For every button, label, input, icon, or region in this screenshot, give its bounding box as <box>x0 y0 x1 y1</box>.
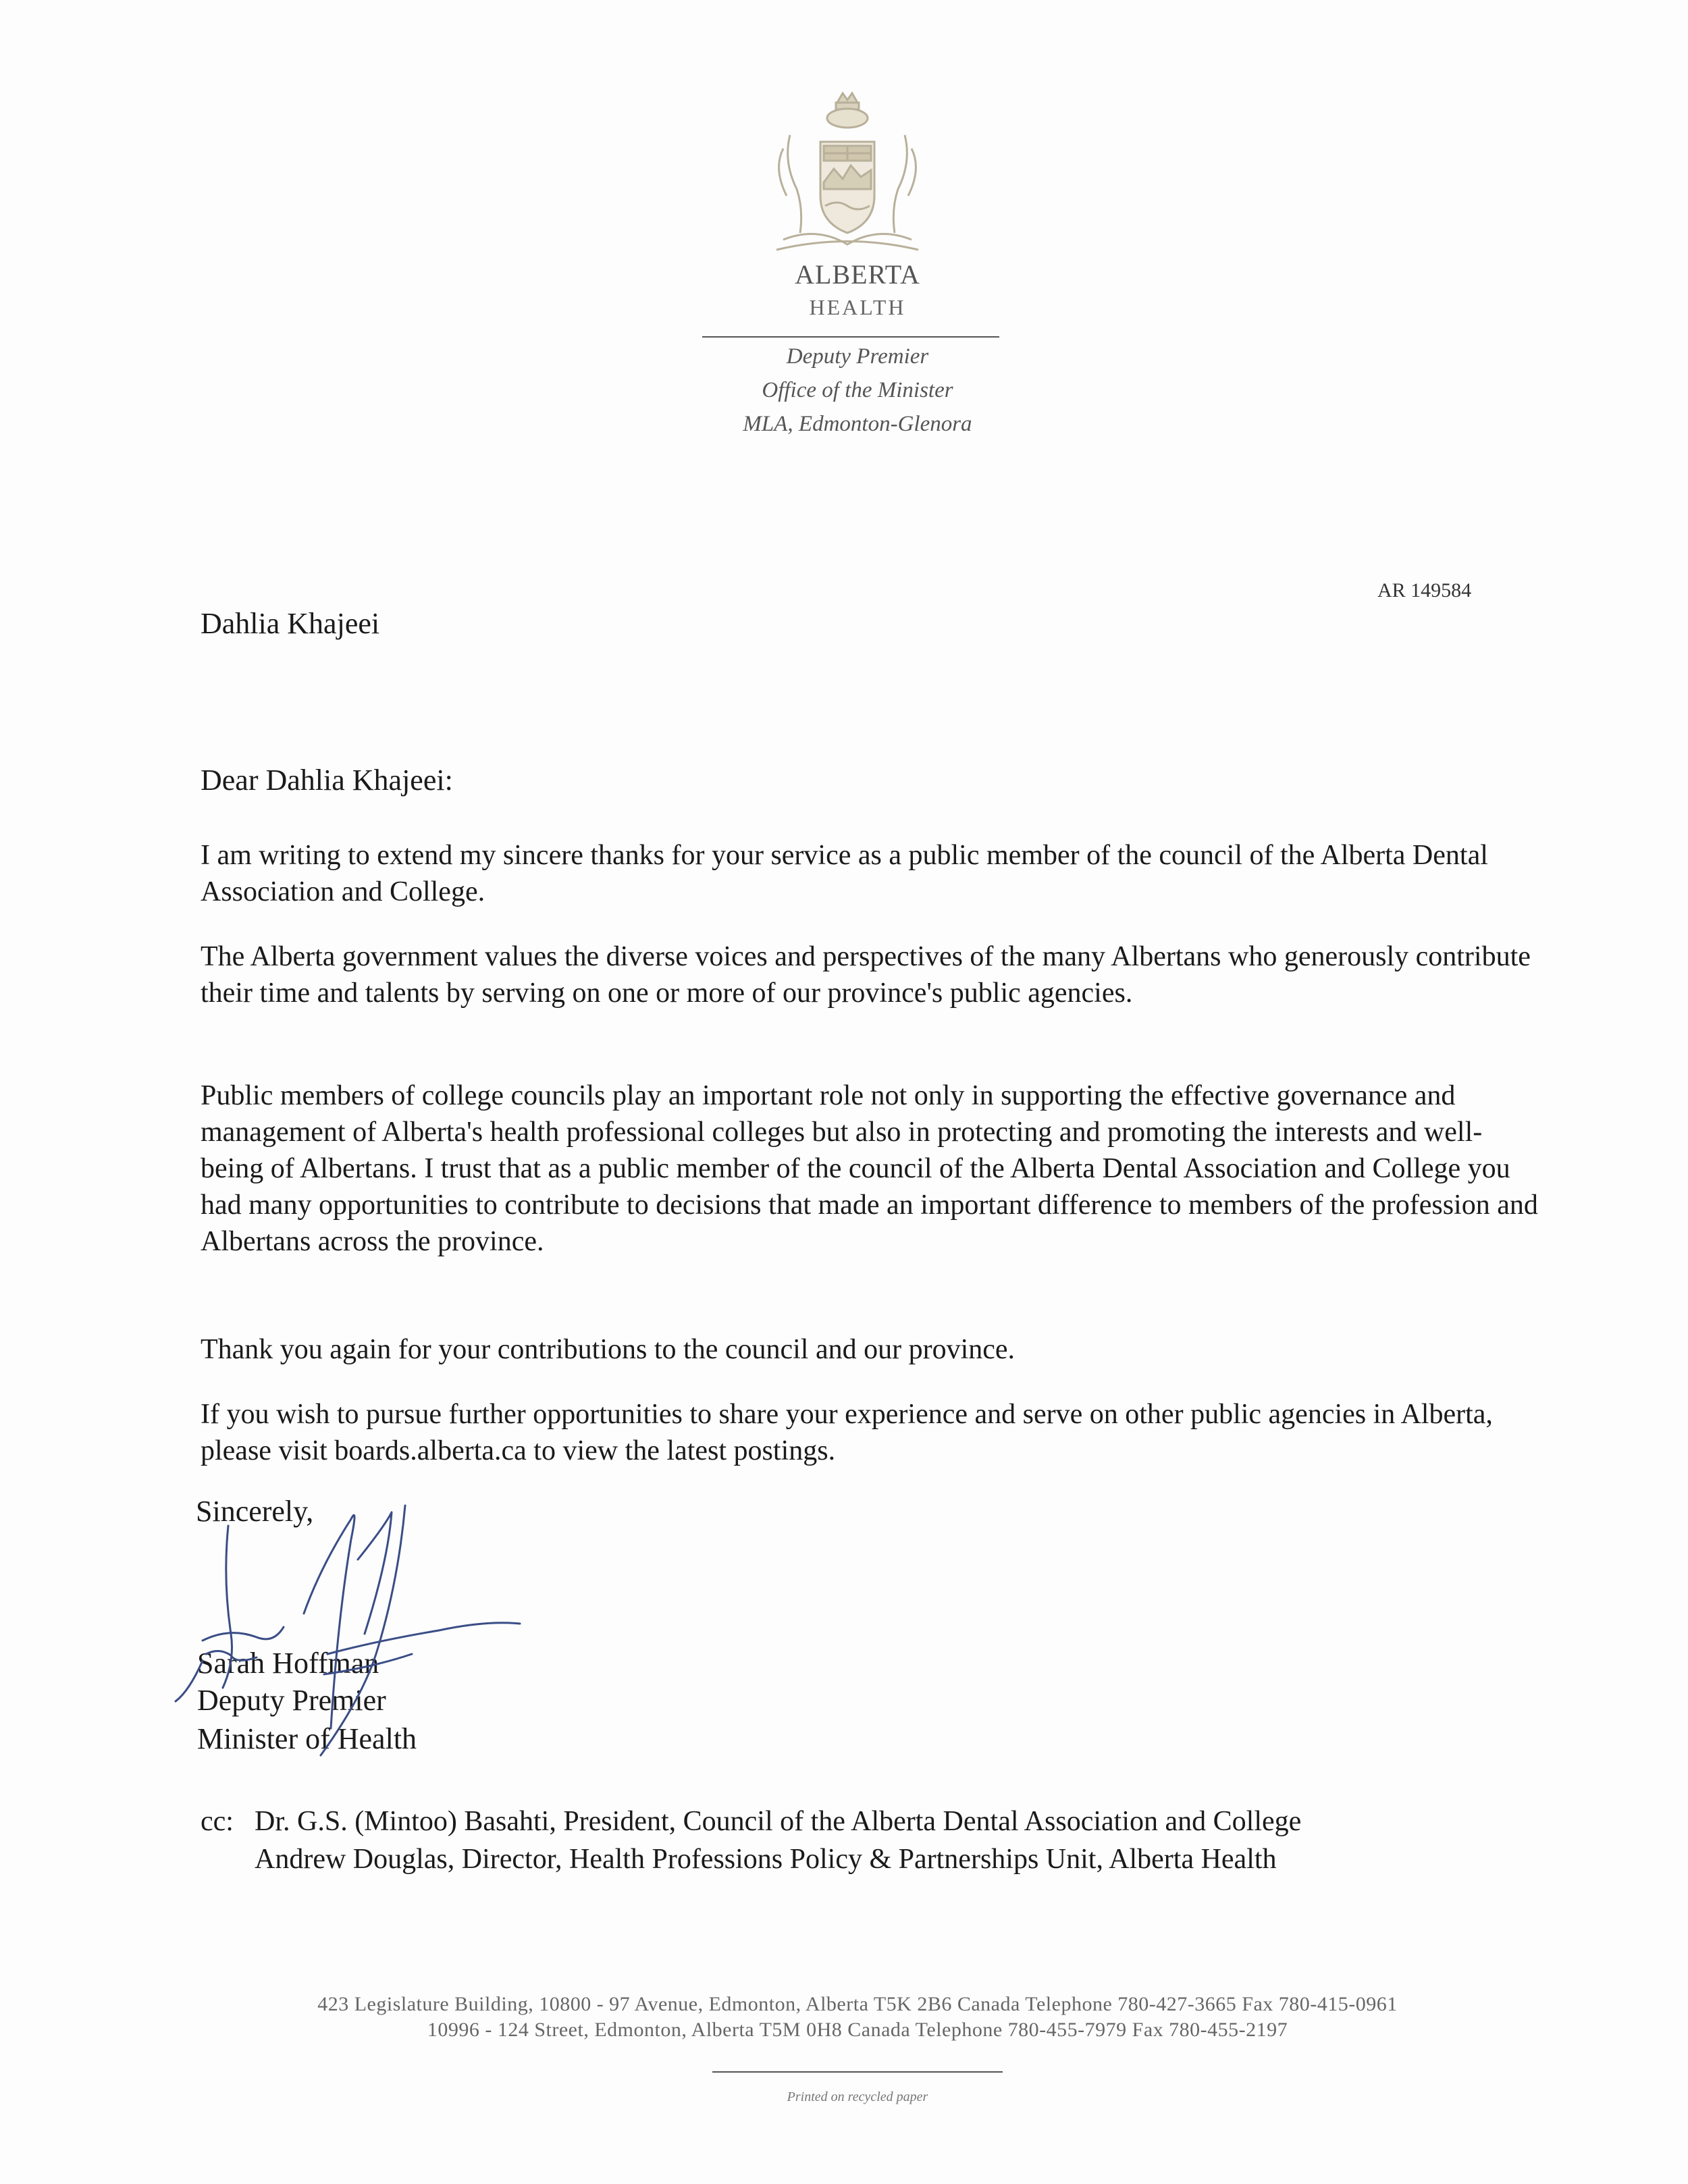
paragraph-4: Thank you again for your contributions to the council and our province. <box>201 1334 1016 1365</box>
office-line-1: Deputy Premier <box>786 344 929 369</box>
signatory-title-1: Deputy Premier <box>197 1684 386 1717</box>
ministry-name: HEALTH <box>809 295 906 319</box>
footer-divider <box>712 2071 1003 2073</box>
cc-recipient-2: Andrew Douglas, Director, Health Professions Policy & Partnerships Unit, Alberta Health <box>255 1844 1277 1875</box>
letterhead-divider <box>702 336 999 338</box>
signatory-name: Sarah Hoffman <box>197 1647 379 1680</box>
cc-label: cc: <box>201 1806 234 1837</box>
signatory-title-2: Minister of Health <box>197 1722 417 1755</box>
closing: Sincerely, <box>196 1495 314 1528</box>
cc-recipient-list <box>255 1803 1301 1878</box>
reference-number: AR 149584 <box>1377 579 1472 602</box>
recipient-name: Dahlia Khajeei <box>201 607 380 640</box>
paragraph-2: The Alberta government values the diverse voices and perspectives of the many Albertans who generously contribute their time and talents by serving on one or more of our province's public agencies. <box>201 941 1531 1009</box>
org-name: ALBERTA <box>795 259 920 290</box>
paragraph-3: Public members of college councils play an important role not only in supporting the effective governance and management of Alberta's health professional colleges but also in protecting and promoting the interests and well-being of Albertans. I trust that as a public member of the council of the Alberta Dental Association and College you had many opportunities to contribute to decisions that made an important difference to members of the profession and Albertans across the province. <box>201 1080 1538 1257</box>
paragraph-5: If you wish to pursue further opportunities to share your experience and serve on other public agencies in Alberta, please visit boards.alberta.ca to view the latest postings. <box>201 1399 1493 1466</box>
handwritten-signature <box>155 1499 533 1769</box>
cc-recipient-1: Dr. G.S. (Mintoo) Basahti, President, Council of the Alberta Dental Association and College <box>255 1806 1302 1837</box>
recycled-paper-note: Printed on recycled paper <box>787 2089 928 2104</box>
alberta-crest-icon <box>763 88 932 260</box>
office-line-2: Office of the Minister <box>762 378 953 402</box>
footer-address-1: 423 Legislature Building, 10800 - 97 Avenue, Edmonton, Alberta T5K 2B6 Canada Telephone 780-427-3665 Fax 780-415-0961 <box>317 1993 1398 2015</box>
office-line-3: MLA, Edmonton-Glenora <box>743 412 972 436</box>
footer-address-2: 10996 - 124 Street, Edmonton, Alberta T5M 0H8 Canada Telephone 780-455-7979 Fax 780-455-2197 <box>427 2019 1288 2041</box>
salutation: Dear Dahlia Khajeei: <box>201 764 453 797</box>
paragraph-1: I am writing to extend my sincere thanks for your service as a public member of the council of the Alberta Dental Association and College. <box>201 840 1488 907</box>
